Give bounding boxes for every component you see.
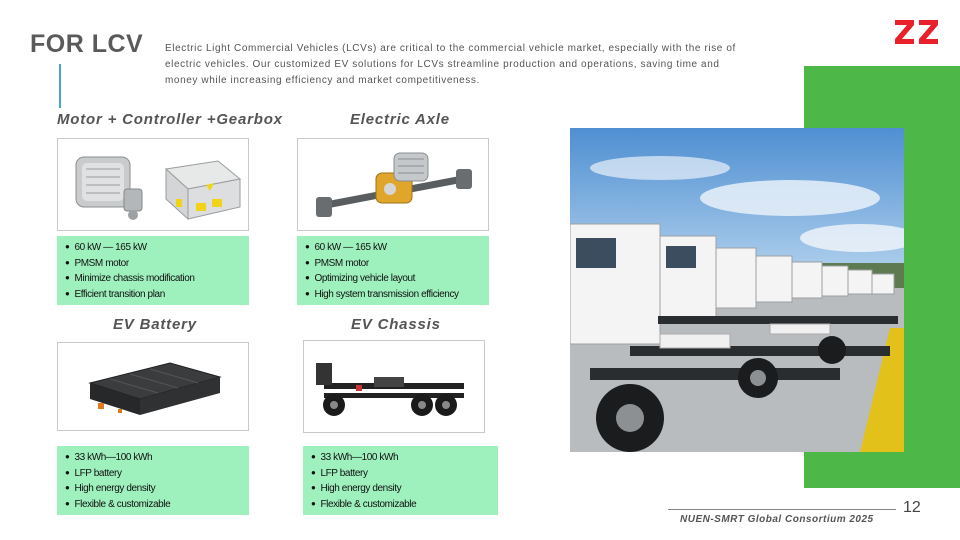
section-title-motor: Motor + Controller +Gearbox (57, 111, 283, 128)
list-item: ● Flexible & customizable (65, 497, 245, 513)
electric-axle-image (297, 138, 489, 231)
list-item: ● PMSM motor (65, 256, 245, 272)
intro-paragraph: Electric Light Commercial Vehicles (LCVs) are critical to the commercial vehicle market, especially with the rise of electric vehicles. Our customized EV solutions for LCVs streamline production and operations, saving time and money while increasing efficiency and market competitiveness. (165, 43, 736, 86)
list-item: ● High system transmission efficiency (305, 287, 485, 303)
section-title-battery: EV Battery (113, 316, 197, 333)
section-title-chassis: EV Chassis (351, 316, 441, 333)
list-item: ● LFP battery (311, 466, 494, 482)
ev-battery-image (57, 342, 249, 431)
page-number: 12 (903, 499, 921, 516)
list-item: ● Minimize chassis modification (65, 271, 245, 287)
list-item: ● Efficient transition plan (65, 287, 245, 303)
list-item: ● 33 kWh—100 kWh (65, 450, 245, 466)
list-item: ● High energy density (65, 481, 245, 497)
motor-controller-image (57, 138, 249, 231)
list-item: ● LFP battery (65, 466, 245, 482)
list-item: ● 60 kW — 165 kW (305, 240, 485, 256)
list-item: ● 60 kW — 165 kW (65, 240, 245, 256)
page-title: FOR LCV (30, 30, 144, 58)
list-item: ● High energy density (311, 481, 494, 497)
section-title-axle: Electric Axle (350, 111, 450, 128)
footer-consortium: NUEN-SMRT Global Consortium 2025 (680, 514, 874, 525)
motor-spec-list (57, 236, 249, 305)
zz-logo-icon (893, 18, 941, 46)
list-item: ● Optimizing vehicle layout (305, 271, 485, 287)
axle-spec-list (297, 236, 489, 305)
battery-spec-list (57, 446, 249, 515)
chassis-spec-list (303, 446, 498, 515)
list-item: ● Flexible & customizable (311, 497, 494, 513)
truck-fleet-photo (570, 128, 904, 452)
list-item: ● PMSM motor (305, 256, 485, 272)
accent-divider (59, 64, 61, 108)
footer-divider (668, 509, 896, 510)
ev-chassis-image (303, 340, 485, 433)
list-item: ● 33 kWh—100 kWh (311, 450, 494, 466)
